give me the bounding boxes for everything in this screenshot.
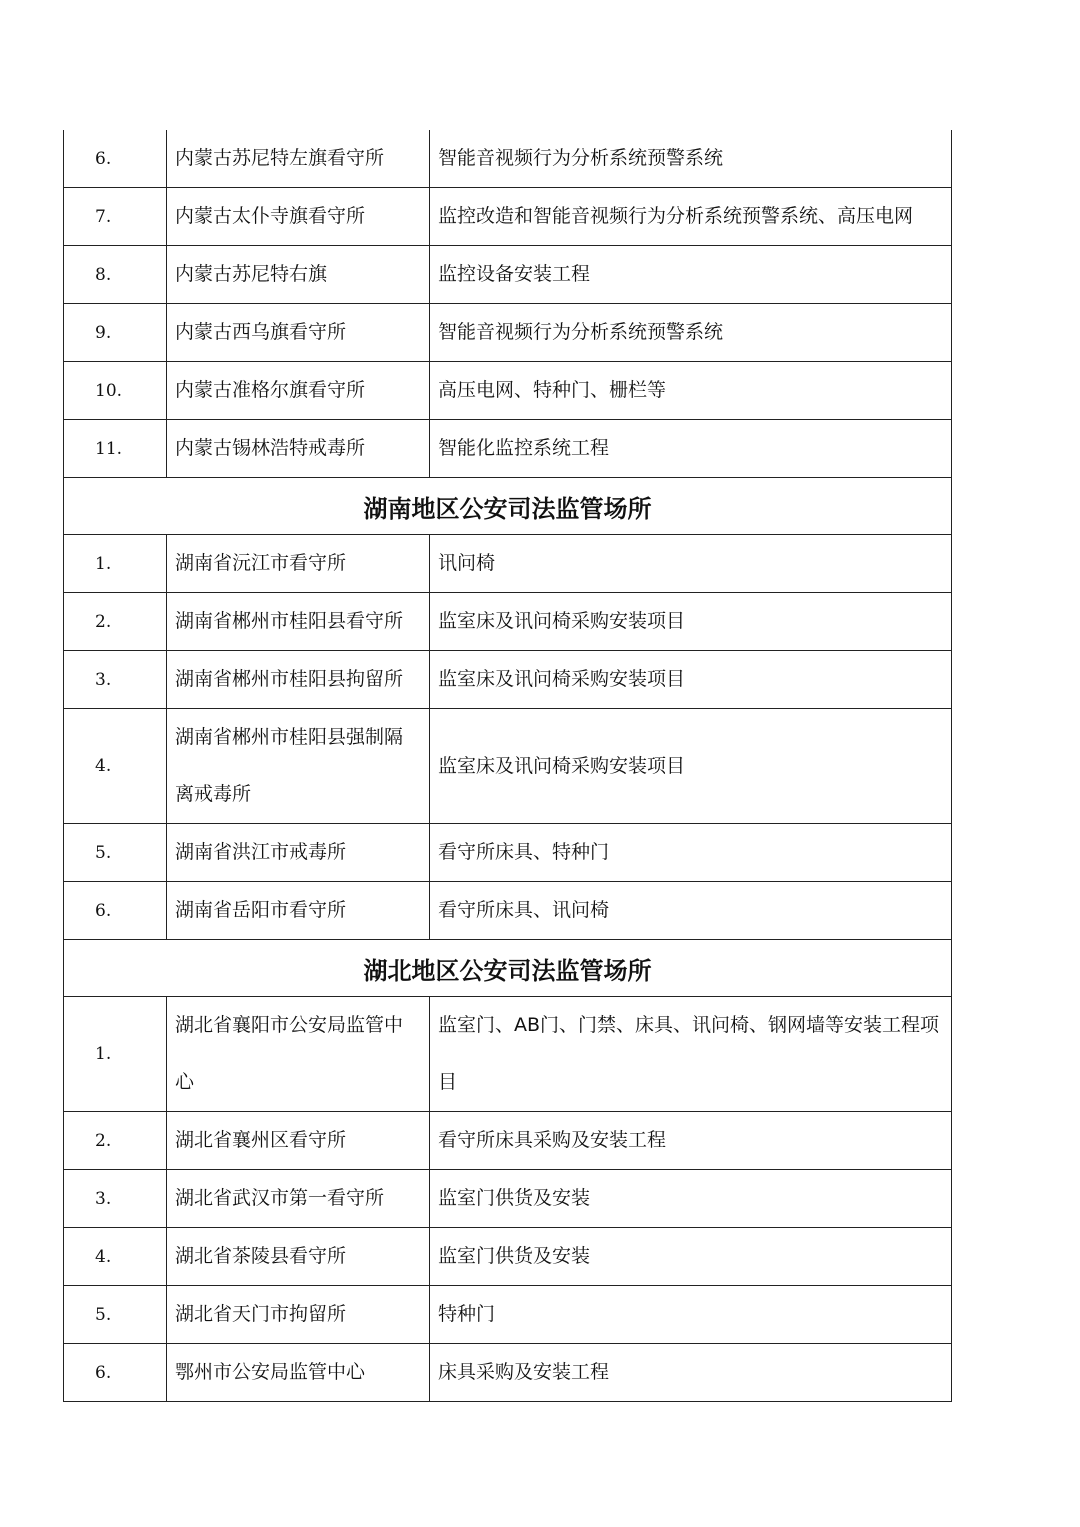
facility-name: 湖南省岳阳市看守所 xyxy=(167,882,430,940)
facility-name: 内蒙古锡林浩特戒毒所 xyxy=(167,420,430,478)
facility-name: 湖北省茶陵县看守所 xyxy=(167,1228,430,1286)
table-row xyxy=(64,246,952,304)
facility-name: 内蒙古准格尔旗看守所 xyxy=(167,362,430,420)
project-description: 床具采购及安装工程 xyxy=(430,1344,952,1402)
project-description: 监室门、AB门、门禁、床具、讯问椅、钢网墙等安装工程项目 xyxy=(430,997,952,1112)
facility-name: 内蒙古苏尼特右旗 xyxy=(167,246,430,304)
facility-name: 湖南省郴州市桂阳县强制隔离戒毒所 xyxy=(167,709,430,824)
facility-name: 湖南省郴州市桂阳县拘留所 xyxy=(167,651,430,709)
row-number: 6. xyxy=(64,130,167,188)
facility-name: 湖北省武汉市第一看守所 xyxy=(167,1170,430,1228)
project-description: 特种门 xyxy=(430,1286,952,1344)
table-row xyxy=(64,1112,952,1170)
row-number: 4. xyxy=(64,709,167,824)
table-row xyxy=(64,304,952,362)
row-number: 11. xyxy=(64,420,167,478)
project-description: 监控改造和智能音视频行为分析系统预警系统、高压电网 xyxy=(430,188,952,246)
table-row xyxy=(64,1228,952,1286)
facility-name: 湖南省沅江市看守所 xyxy=(167,535,430,593)
table-row xyxy=(64,651,952,709)
project-description: 智能音视频行为分析系统预警系统 xyxy=(430,130,952,188)
table-row xyxy=(64,1170,952,1228)
project-description: 讯问椅 xyxy=(430,535,952,593)
project-description: 智能化监控系统工程 xyxy=(430,420,952,478)
table-row xyxy=(64,709,952,824)
project-description: 监室门供货及安装 xyxy=(430,1170,952,1228)
facility-name: 湖北省襄阳市公安局监管中心 xyxy=(167,997,430,1112)
section-title: 湖北地区公安司法监管场所 xyxy=(64,940,952,997)
project-description: 监控设备安装工程 xyxy=(430,246,952,304)
row-number: 3. xyxy=(64,1170,167,1228)
facility-name: 内蒙古苏尼特左旗看守所 xyxy=(167,130,430,188)
table-row xyxy=(64,1344,952,1402)
table-row xyxy=(64,824,952,882)
table-row xyxy=(64,997,952,1112)
row-number: 2. xyxy=(64,593,167,651)
row-number: 2. xyxy=(64,1112,167,1170)
row-number: 10. xyxy=(64,362,167,420)
table-row xyxy=(64,593,952,651)
table-row xyxy=(64,420,952,478)
section-title: 湖南地区公安司法监管场所 xyxy=(64,478,952,535)
row-number: 6. xyxy=(64,882,167,940)
project-description: 监室床及讯问椅采购安装项目 xyxy=(430,651,952,709)
project-description: 看守所床具、讯问椅 xyxy=(430,882,952,940)
table-row xyxy=(64,362,952,420)
project-table xyxy=(63,130,952,1402)
row-number: 7. xyxy=(64,188,167,246)
project-description: 监室床及讯问椅采购安装项目 xyxy=(430,709,952,824)
row-number: 8. xyxy=(64,246,167,304)
facility-name: 湖南省郴州市桂阳县看守所 xyxy=(167,593,430,651)
table-row xyxy=(64,1286,952,1344)
row-number: 6. xyxy=(64,1344,167,1402)
row-number: 5. xyxy=(64,824,167,882)
row-number: 1. xyxy=(64,997,167,1112)
section-header-row xyxy=(64,478,952,535)
row-number: 3. xyxy=(64,651,167,709)
table-row xyxy=(64,535,952,593)
facility-name: 湖南省洪江市戒毒所 xyxy=(167,824,430,882)
project-description: 高压电网、特种门、栅栏等 xyxy=(430,362,952,420)
row-number: 4. xyxy=(64,1228,167,1286)
table-row xyxy=(64,188,952,246)
section-header-row xyxy=(64,940,952,997)
table-row xyxy=(64,882,952,940)
project-description: 监室门供货及安装 xyxy=(430,1228,952,1286)
project-description: 看守所床具采购及安装工程 xyxy=(430,1112,952,1170)
row-number: 5. xyxy=(64,1286,167,1344)
row-number: 1. xyxy=(64,535,167,593)
facility-name: 湖北省襄州区看守所 xyxy=(167,1112,430,1170)
facility-name: 鄂州市公安局监管中心 xyxy=(167,1344,430,1402)
facility-name: 湖北省天门市拘留所 xyxy=(167,1286,430,1344)
project-description: 监室床及讯问椅采购安装项目 xyxy=(430,593,952,651)
facility-name: 内蒙古太仆寺旗看守所 xyxy=(167,188,430,246)
table-row xyxy=(64,130,952,188)
project-description: 智能音视频行为分析系统预警系统 xyxy=(430,304,952,362)
facility-name: 内蒙古西乌旗看守所 xyxy=(167,304,430,362)
project-table-container xyxy=(63,130,951,1402)
row-number: 9. xyxy=(64,304,167,362)
project-description: 看守所床具、特种门 xyxy=(430,824,952,882)
